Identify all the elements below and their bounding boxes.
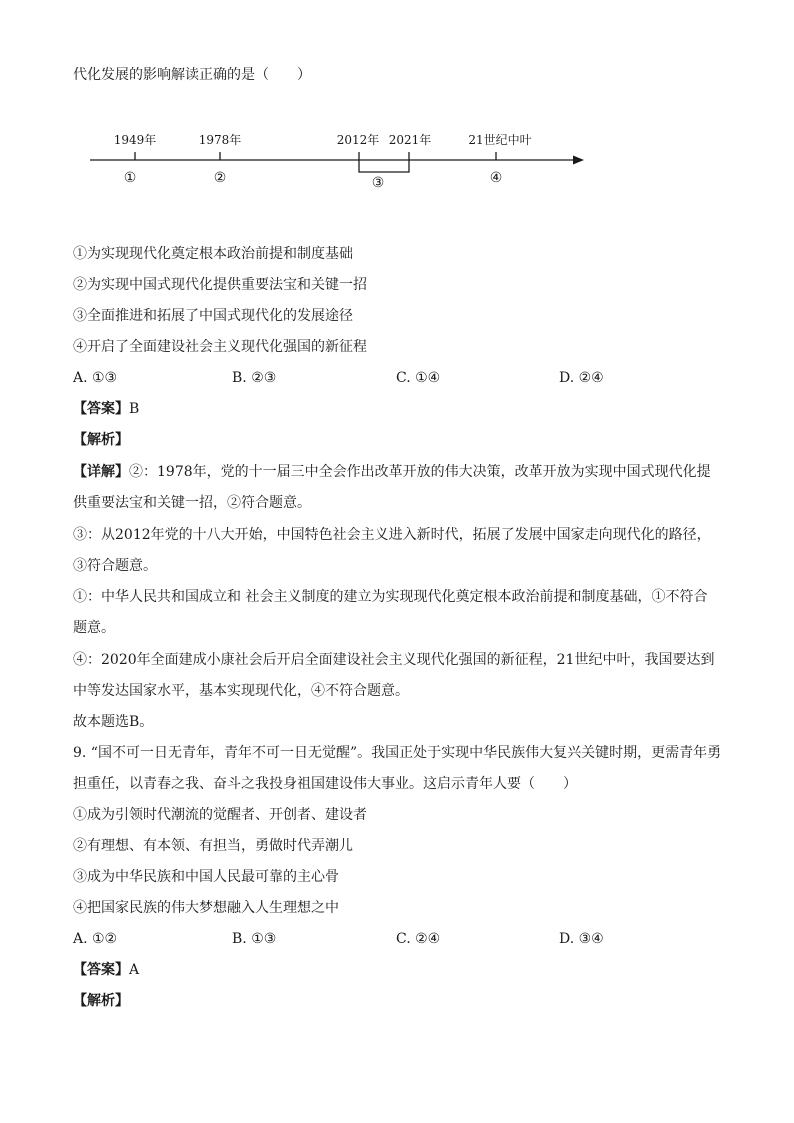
q8-stem: 代化发展的影响解读正确的是（ ） [73,67,311,83]
q9-answer-label: 【答案】 [73,962,129,978]
q8-detail-line-4: ③符合题意。 [73,558,157,574]
q9-statement-4: ④把国家民族的伟大梦想融入人生理想之中 [73,900,339,916]
q8-option-b[interactable]: B. ②③ [232,370,277,386]
q8-analysis-label: 【解析】 [73,432,129,448]
marker-2: ② [213,170,227,186]
q8-detail-line-7: ④：2020年全面建成小康社会后开启全面建设社会主义现代化强国的新征程，21世纪中叶，我国要达到 [73,652,715,668]
q8-option-d[interactable]: D. ②④ [559,370,604,386]
q8-statement-4: ④开启了全面建设社会主义现代化强国的新征程 [73,339,367,355]
q8-option-c[interactable]: C. ①④ [396,370,441,386]
q8-options [73,369,713,387]
q8-detail-line-2: 供重要法宝和关键一招，②符合题意。 [73,495,311,511]
year-label-2021: 2021年 [388,133,432,147]
q8-detail-label: 【详解】 [73,464,129,480]
q8-detail-line-5: ①：中华人民共和国成立和 社会主义制度的建立为实现现代化奠定根本政治前提和制度基础，①不符合 [73,589,708,605]
q9-statement-2: ②有理想、有本领、有担当，勇做时代弄潮儿 [73,838,353,854]
q9-options [73,930,713,948]
year-label-1949: 1949年 [113,133,157,147]
q9-statement-3: ③成为中华民族和中国人民最可靠的主心骨 [73,869,339,885]
q9-stem-line-2: 担重任，以青春之我、奋斗之我投身祖国建设伟大事业。这启示青年人要（ ） [73,776,577,792]
q8-detail-line-3: ③：从2012年党的十八大开始，中国特色社会主义进入新时代，拓展了发展中国家走向现代化的路径， [73,527,711,543]
q9-option-c[interactable]: C. ②④ [396,931,441,947]
q9-option-a[interactable]: A. ①② [73,931,118,947]
q9-option-d[interactable]: D. ③④ [559,931,604,947]
marker-3: ③ [371,175,385,191]
q8-option-a[interactable]: A. ①③ [73,370,118,386]
q9-answer-value: A [129,962,140,978]
q8-statement-1: ①为实现现代化奠定根本政治前提和制度基础 [73,246,353,262]
marker-4: ④ [489,170,503,186]
q9-stem-line-1: 9. “国不可一日无青年，青年不可一日无觉醒”。我国正处于实现中华民族伟大复兴关键时期，更需青年勇 [73,745,722,761]
bracket-2012-2021 [359,160,409,172]
q9-option-b[interactable]: B. ①③ [232,931,277,947]
q8-detail-text-1: ②：1978年，党的十一届三中全会作出改革开放的伟大决策，改革开放为实现中国式现代化提 [129,464,711,480]
year-label-21c: 21世纪中叶 [468,133,532,147]
q9-answer [73,961,139,979]
year-label-1978: 1978年 [198,133,242,147]
marker-1: ① [123,170,137,186]
q8-answer-label: 【答案】 [73,401,129,417]
q8-detail-line-6: 题意。 [73,620,115,636]
timeline-diagram [0,120,794,200]
q9-analysis-label: 【解析】 [73,993,129,1009]
q8-statement-3: ③全面推进和拓展了中国式现代化的发展途径 [73,308,353,324]
q8-statement-2: ②为实现中国式现代化提供重要法宝和关键一招 [73,277,367,293]
q9-statement-1: ①成为引领时代潮流的觉醒者、开创者、建设者 [73,807,367,823]
q8-answer-value: B [129,401,140,417]
timeline-arrowhead [573,156,584,165]
q8-answer [73,400,139,418]
q8-detail-line-9: 故本题选B。 [73,714,154,730]
q8-detail-line-8: 中等发达国家水平，基本实现现代化，④不符合题意。 [73,683,409,699]
q8-detail-line-1 [73,463,711,481]
year-label-2012: 2012年 [336,133,380,147]
